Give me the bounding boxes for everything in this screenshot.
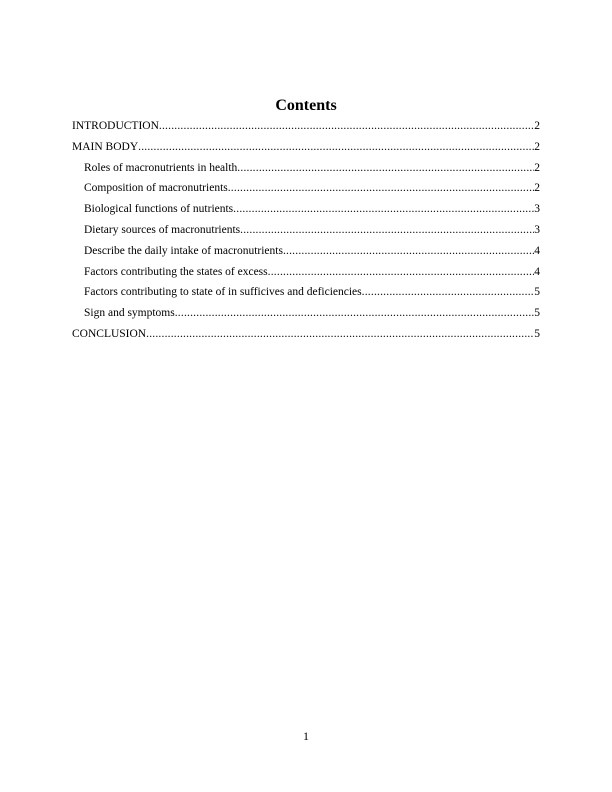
toc-leader-dots bbox=[233, 199, 534, 220]
page-title: Contents bbox=[275, 97, 337, 114]
toc-entry-label: Biological functions of nutrients bbox=[84, 203, 234, 216]
toc-leader-dots bbox=[175, 303, 535, 324]
toc-entry-main-body[interactable] bbox=[72, 137, 540, 158]
toc-entry-label: Composition of macronutrients bbox=[84, 182, 228, 195]
toc-entry-conclusion[interactable] bbox=[72, 324, 540, 345]
toc-entry-introduction[interactable] bbox=[72, 116, 540, 137]
toc-entry-label: Sign and symptoms bbox=[84, 307, 175, 320]
toc-leader-dots bbox=[146, 324, 534, 345]
toc-entry-page: 2 bbox=[534, 161, 540, 174]
toc-entry-insufficiency-deficiencies[interactable] bbox=[72, 282, 540, 303]
toc-entry-label: CONCLUSION bbox=[72, 327, 147, 340]
toc-leader-dots bbox=[240, 220, 534, 241]
toc-entry-page: 2 bbox=[534, 120, 540, 132]
toc-entry-label: Dietary sources of macronutrients bbox=[84, 223, 241, 236]
toc-entry-label: Roles of macronutrients in health bbox=[84, 161, 238, 174]
toc-leader-dots bbox=[228, 178, 535, 199]
toc-entry-label: Describe the daily intake of macronutrients bbox=[84, 244, 283, 257]
toc-entry-page: 5 bbox=[534, 307, 540, 320]
toc-entry-page: 2 bbox=[534, 140, 540, 153]
toc-entry-daily-intake[interactable] bbox=[72, 241, 540, 262]
toc-entry-label: INTRODUCTION bbox=[72, 120, 159, 132]
toc-entry-states-of-excess[interactable] bbox=[72, 262, 540, 283]
toc-entry-dietary-sources[interactable] bbox=[72, 220, 540, 241]
toc-entry-label: Factors contributing the states of excess bbox=[84, 265, 268, 278]
toc-entry-label: Factors contributing to state of in sufficives and deficiencies bbox=[84, 286, 362, 299]
toc-leader-dots bbox=[268, 262, 535, 283]
toc-entry-page: 3 bbox=[534, 203, 540, 216]
toc-entry-label: MAIN BODY bbox=[72, 140, 139, 153]
toc-entry-sign-and-symptoms[interactable] bbox=[72, 303, 540, 324]
toc-leader-dots bbox=[283, 241, 534, 262]
toc-entry-biological-functions[interactable] bbox=[72, 199, 540, 220]
toc-leader-dots bbox=[362, 282, 535, 303]
toc-leader-dots bbox=[159, 116, 534, 137]
toc-entry-composition-of-macronutrients[interactable] bbox=[72, 178, 540, 199]
toc-leader-dots bbox=[237, 158, 534, 179]
toc-entry-page: 3 bbox=[534, 223, 540, 236]
toc-entry-page: 2 bbox=[534, 182, 540, 195]
toc-entry-page: 4 bbox=[534, 265, 540, 278]
toc-entry-page: 5 bbox=[534, 286, 540, 299]
page-number: 1 bbox=[303, 729, 309, 743]
toc-entry-roles-of-macronutrients[interactable] bbox=[72, 158, 540, 179]
toc-entry-page: 4 bbox=[534, 244, 540, 257]
table-of-contents bbox=[72, 116, 540, 345]
toc-leader-dots bbox=[138, 137, 534, 158]
toc-entry-page: 5 bbox=[534, 327, 540, 340]
